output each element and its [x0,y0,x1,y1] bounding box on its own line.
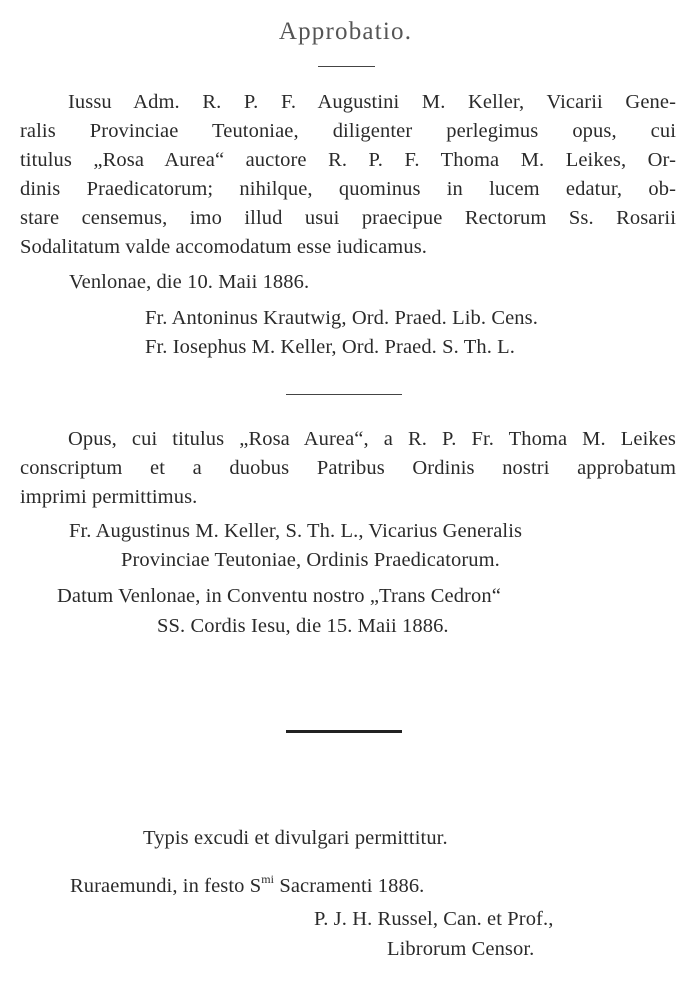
approbatio-date: Venlonae, die 10. Maii 1886. [69,271,310,293]
signature-line: Fr. Iosephus M. Keller, Ord. Praed. S. Th. L. [145,336,515,358]
imprimatur-statement: Typis excudi et divulgari permittitur. [143,827,448,849]
text-line: titulus „Rosa Aurea“ auctore R. P. F. Thoma M. Leikes, Or- [20,149,676,171]
place-date-text: Sacramenti 1886. [274,875,425,897]
censor-line: P. J. H. Russel, Can. et Prof., [314,908,554,930]
section-divider [286,730,402,733]
text-line: imprimi permittimus. [20,486,198,508]
text-line: conscriptum et a duobus Patribus Ordinis nostri approbatum [20,457,676,479]
text-line: Iussu Adm. R. P. F. Augustini M. Keller, Vicarii Gene- [68,91,676,113]
imprimatur-place-date [70,874,424,898]
signature-line: Fr. Augustinus M. Keller, S. Th. L., Vicarius Generalis [69,520,523,542]
title-divider [318,66,375,67]
permissio-date: SS. Cordis Iesu, die 15. Maii 1886. [157,615,449,637]
text-line: dinis Praedicatorum; nihilque, quominus in lucem edatur, ob- [20,178,676,200]
place-date-superscript: mi [261,872,275,887]
section-divider [286,394,402,395]
place-date-text: Ruraemundi, in festo S [70,875,262,897]
page-title: Approbatio. [278,18,413,45]
signature-line: Provinciae Teutoniae, Ordinis Praedicatorum. [121,549,500,571]
permissio-date: Datum Venlonae, in Conventu nostro „Trans Cedron“ [57,585,501,607]
censor-line: Librorum Censor. [387,938,535,960]
text-line: Sodalitatum valde accomodatum esse iudicamus. [20,236,427,258]
text-line: stare censemus, imo illud usui praecipue Rectorum Ss. Rosarii [20,207,676,229]
text-line: ralis Provinciae Teutoniae, diligenter perlegimus opus, cui [20,120,676,142]
text-line: Opus, cui titulus „Rosa Aurea“, a R. P. Fr. Thoma M. Leikes [68,428,676,450]
signature-line: Fr. Antoninus Krautwig, Ord. Praed. Lib. Cens. [145,307,538,329]
